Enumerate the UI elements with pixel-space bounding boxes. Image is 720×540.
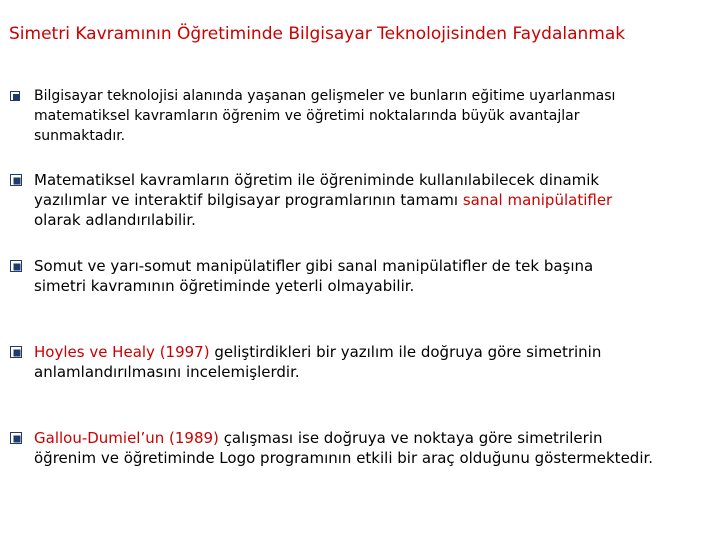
checkbox-square-icon — [10, 260, 22, 272]
citation-highlight: Hoyles ve Healy (1997) — [34, 343, 210, 361]
bullet-item-2 — [10, 170, 714, 230]
bullet-line — [34, 428, 714, 448]
checkbox-square-icon — [10, 346, 22, 358]
bullet-line — [34, 342, 714, 362]
bullet-item-1 — [10, 86, 714, 146]
bullet-text — [10, 86, 714, 146]
highlight-term: sanal manipülatifler — [462, 191, 613, 209]
checkbox-square-icon — [10, 91, 20, 101]
bullet-line: simetri kavramının öğretiminde yeterli olmayabilir. — [34, 277, 415, 295]
bullet-line: Matematiksel kavramların öğretim ile öğreniminde kullanılabilecek dinamik — [34, 171, 600, 189]
bullet-text-segment: çalışması ise doğruya ve noktaya göre simetrilerin — [218, 429, 603, 447]
slide-title: Simetri Kavramının Öğretiminde Bilgisayar Teknolojisinden Faydalanmak — [9, 24, 626, 44]
bullet-line — [34, 190, 714, 210]
bullet-text-segment: geliştirdikleri bir yazılım ile doğruya göre simetrinin — [209, 343, 602, 361]
bullet-line: olarak adlandırılabilir. — [34, 211, 196, 229]
citation-highlight: Gallou-Dumiel’un (1989) — [34, 429, 219, 447]
bullet-item-3 — [10, 256, 714, 296]
bullet-item-5 — [10, 428, 714, 468]
bullet-text-segment: yazılımlar ve interaktif bilgisayar programlarının tamamı — [34, 191, 463, 209]
bullet-text — [10, 256, 714, 296]
bullet-text — [10, 170, 714, 230]
bullet-line: sunmaktadır. — [34, 128, 126, 144]
bullet-line: öğrenim ve öğretiminde Logo programının etkili bir araç olduğunu göstermektedir. — [34, 449, 654, 467]
bullet-line: Bilgisayar teknolojisi alanında yaşanan gelişmeler ve bunların eğitime uyarlanması — [34, 88, 616, 104]
checkbox-square-icon — [10, 432, 22, 444]
bullet-item-4 — [10, 342, 714, 382]
bullet-text — [10, 428, 714, 468]
bullet-text — [10, 342, 714, 382]
bullet-line: Somut ve yarı-somut manipülatifler gibi sanal manipülatifler de tek başına — [34, 257, 594, 275]
checkbox-square-icon — [10, 174, 22, 186]
bullet-line: matematiksel kavramların öğrenim ve öğretimi noktalarında büyük avantajlar — [34, 108, 580, 124]
bullet-line: anlamlandırılmasını incelemişlerdir. — [34, 363, 300, 381]
